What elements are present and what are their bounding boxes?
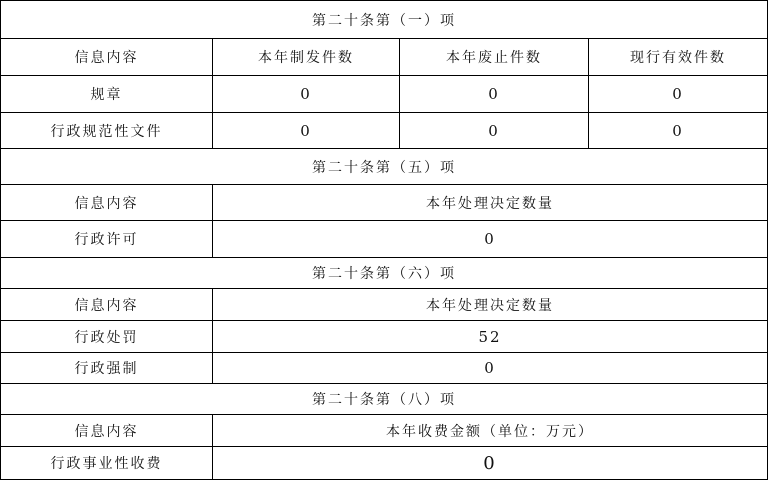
header-info-content: 信息内容 xyxy=(1,39,213,76)
table-row xyxy=(1,76,768,113)
row-value: 0 xyxy=(213,353,768,384)
row-value: 0 xyxy=(213,113,400,149)
section-title-6: 第二十条第（六）项 xyxy=(1,258,768,289)
table-row xyxy=(1,353,768,384)
row-value: 0 xyxy=(400,76,589,113)
section-title-5: 第二十条第（五）项 xyxy=(1,149,768,185)
row-value: 0 xyxy=(589,76,768,113)
row-value: 0 xyxy=(213,447,768,480)
header-valid-count: 现行有效件数 xyxy=(589,39,768,76)
header-decision-count: 本年处理决定数量 xyxy=(213,185,768,221)
table-row xyxy=(1,221,768,258)
row-label: 行政事业性收费 xyxy=(1,447,213,480)
header-info-content: 信息内容 xyxy=(1,185,213,221)
row-value: 0 xyxy=(213,76,400,113)
header-fee-amount: 本年收费金额（单位：万元） xyxy=(213,415,768,447)
row-value: 0 xyxy=(400,113,589,149)
row-label: 行政强制 xyxy=(1,353,213,384)
section-title-1: 第二十条第（一）项 xyxy=(1,1,768,39)
header-decision-count: 本年处理决定数量 xyxy=(213,289,768,321)
table-row xyxy=(1,321,768,353)
table-row xyxy=(1,113,768,149)
row-value: 0 xyxy=(589,113,768,149)
header-info-content: 信息内容 xyxy=(1,289,213,321)
header-issued-count: 本年制发件数 xyxy=(213,39,400,76)
header-info-content: 信息内容 xyxy=(1,415,213,447)
row-label: 行政处罚 xyxy=(1,321,213,353)
row-label: 规章 xyxy=(1,76,213,113)
row-label: 行政许可 xyxy=(1,221,213,258)
section-title-8: 第二十条第（八）项 xyxy=(1,384,768,415)
header-abolished-count: 本年废止件数 xyxy=(400,39,589,76)
row-value: 52 xyxy=(213,321,768,353)
row-value: 0 xyxy=(213,221,768,258)
row-label: 行政规范性文件 xyxy=(1,113,213,149)
